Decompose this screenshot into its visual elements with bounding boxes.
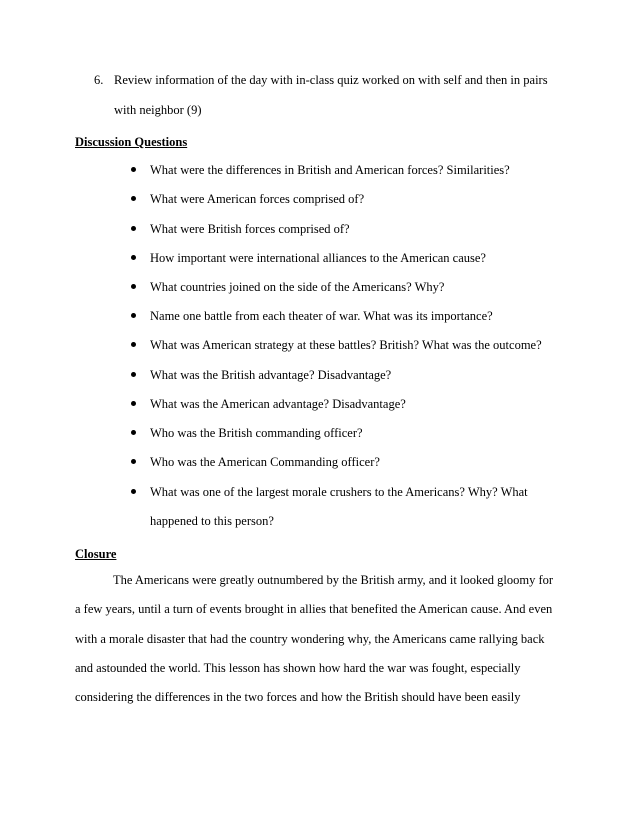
discussion-question: What was the American advantage? Disadvantage?: [150, 397, 406, 411]
discussion-question: What were American forces comprised of?: [150, 192, 365, 206]
numbered-item-line: [94, 73, 548, 88]
discussion-question: What countries joined on the side of the Americans? Why?: [150, 280, 445, 294]
discussion-heading: Discussion Questions: [75, 135, 188, 149]
bullet-icon: [131, 167, 136, 172]
closure-text-line: and astounded the world. This lesson has shown how hard the war was fought, especially: [75, 661, 521, 675]
bullet-icon: [131, 372, 136, 377]
discussion-question: Who was the British commanding officer?: [150, 426, 363, 440]
discussion-question: Name one battle from each theater of war. What was its importance?: [150, 309, 493, 323]
discussion-question: What was the British advantage? Disadvantage?: [150, 368, 392, 382]
closure-text-line: considering the differences in the two forces and how the British should have been easily: [75, 690, 521, 704]
bullet-icon: [131, 284, 136, 289]
item-number: 6.: [94, 73, 104, 87]
bullet-icon: [131, 255, 136, 260]
bullet-icon: [131, 226, 136, 231]
closure-text-line: with a morale disaster that had the country wondering why, the Americans came rallying back: [75, 632, 545, 646]
closure-text-line: The Americans were greatly outnumbered by the British army, and it looked gloomy for: [113, 573, 554, 587]
closure-text-line: a few years, until a turn of events brought in allies that benefited the American cause. And even: [75, 602, 553, 616]
discussion-question: What were British forces comprised of?: [150, 222, 350, 236]
bullet-icon: [131, 401, 136, 406]
discussion-question: What was American strategy at these battles? British? What was the outcome?: [150, 338, 542, 352]
item-text-line1: Review information of the day with in-class quiz worked on with self and then in pairs: [114, 73, 548, 87]
discussion-question: What was one of the largest morale crushers to the Americans? Why? What: [150, 485, 528, 499]
bullet-icon: [131, 313, 136, 318]
closure-heading: Closure: [75, 547, 117, 561]
discussion-question: Who was the American Commanding officer?: [150, 455, 380, 469]
discussion-question-continuation: happened to this person?: [150, 514, 274, 528]
bullet-icon: [131, 430, 136, 435]
item-text-line2: with neighbor (9): [114, 103, 202, 117]
discussion-question: What were the differences in British and American forces? Similarities?: [150, 163, 510, 177]
bullet-icon: [131, 342, 136, 347]
bullet-icon: [131, 459, 136, 464]
bullet-icon: [131, 196, 136, 201]
discussion-question: How important were international alliances to the American cause?: [150, 251, 486, 265]
bullet-icon: [131, 489, 136, 494]
